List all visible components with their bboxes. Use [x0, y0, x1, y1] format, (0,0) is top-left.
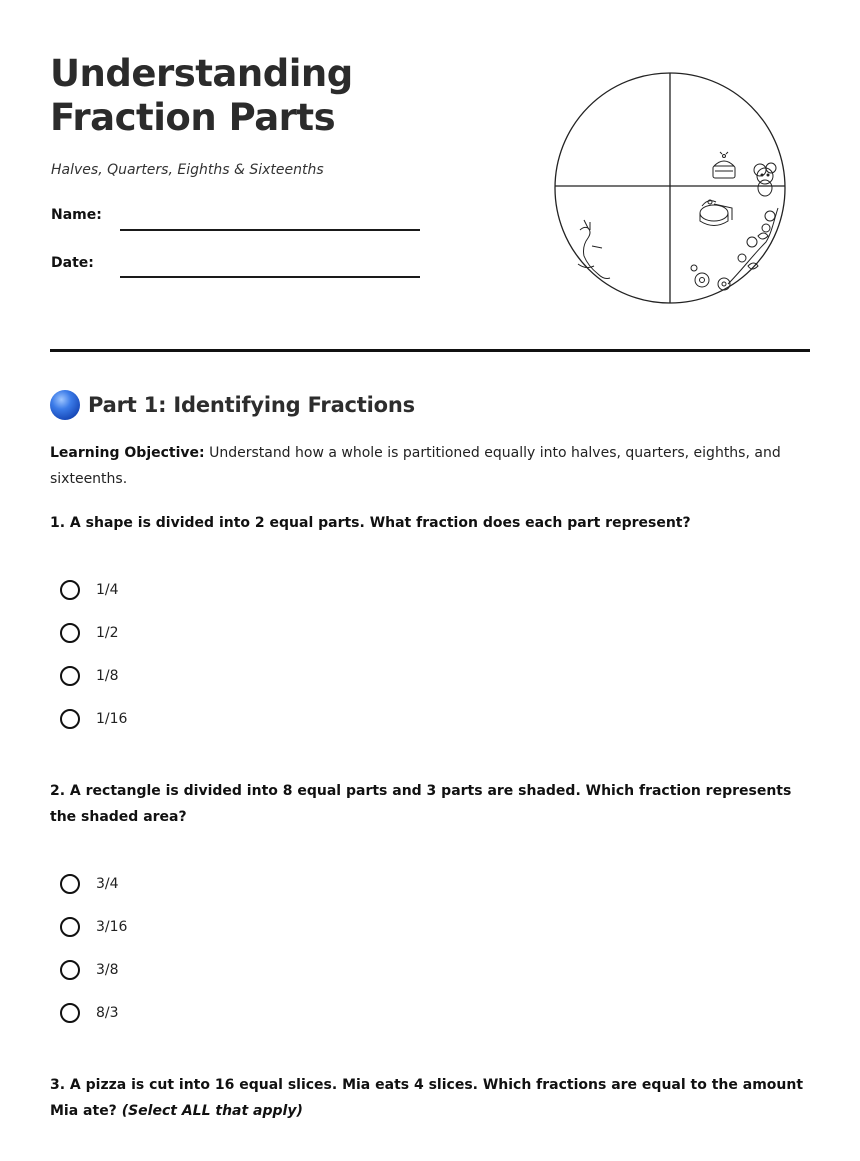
option-label: 3/4 — [96, 876, 119, 892]
q2-option-2[interactable] — [60, 914, 127, 940]
part1-title: Part 1: Identifying Fractions — [88, 393, 415, 417]
objective-text: Understand how a whole is partitioned equally into halves, quarters, eighths, and sixteenths. — [50, 445, 781, 487]
flowers-icon — [691, 208, 778, 290]
cake-icon — [713, 152, 735, 178]
option-label: 8/3 — [96, 1005, 119, 1021]
kangaroo-icon — [578, 220, 610, 279]
option-label: 1/4 — [96, 582, 119, 598]
q1-option-1[interactable] — [60, 577, 119, 603]
pie-icon — [700, 200, 732, 226]
radio-button[interactable] — [60, 666, 80, 686]
question-3-text: 3. A pizza is cut into 16 equal slices. Mia eats 4 slices. Which fractions are equal to the amount Mia ate? — [50, 1077, 804, 1119]
q2-option-3[interactable] — [60, 957, 119, 983]
question-3-note: (Select ALL that apply) — [121, 1103, 303, 1119]
q1-option-4[interactable] — [60, 706, 127, 732]
q1-option-2[interactable] — [60, 620, 119, 646]
page-title: Understanding Fraction Parts — [50, 52, 353, 139]
radio-button[interactable] — [60, 1003, 80, 1023]
radio-button[interactable] — [60, 580, 80, 600]
question-1: 1. A shape is divided into 2 equal parts. What fraction does each part represent? — [50, 515, 691, 531]
q1-option-3[interactable] — [60, 663, 119, 689]
name-label: Name: — [51, 207, 102, 223]
objective-label: Learning Objective: — [50, 445, 205, 461]
radio-button[interactable] — [60, 709, 80, 729]
header-divider — [50, 349, 810, 352]
option-label: 1/2 — [96, 625, 119, 641]
date-field[interactable] — [120, 276, 420, 278]
part1-header — [50, 389, 415, 421]
question-2: 2. A rectangle is divided into 8 equal parts and 3 parts are shaded. Which fraction represents the shaded area? — [50, 783, 792, 825]
koala-icon — [754, 163, 776, 196]
page-subtitle: Halves, Quarters, Eighths & Sixteenths — [51, 162, 324, 178]
date-label: Date: — [51, 255, 94, 271]
q2-option-1[interactable] — [60, 871, 119, 897]
option-label: 3/16 — [96, 919, 128, 935]
radio-button[interactable] — [60, 874, 80, 894]
option-label: 1/8 — [96, 668, 119, 684]
option-label: 3/8 — [96, 962, 119, 978]
name-field[interactable] — [120, 229, 420, 231]
q2-option-4[interactable] — [60, 1000, 119, 1026]
radio-button[interactable] — [60, 960, 80, 980]
radio-button[interactable] — [60, 917, 80, 937]
radio-button[interactable] — [60, 623, 80, 643]
learning-objective — [50, 440, 820, 492]
fraction-circle-illustration — [552, 70, 792, 310]
blue-circle-icon — [50, 390, 80, 420]
option-label: 1/16 — [96, 711, 128, 727]
question-3 — [50, 1072, 810, 1124]
